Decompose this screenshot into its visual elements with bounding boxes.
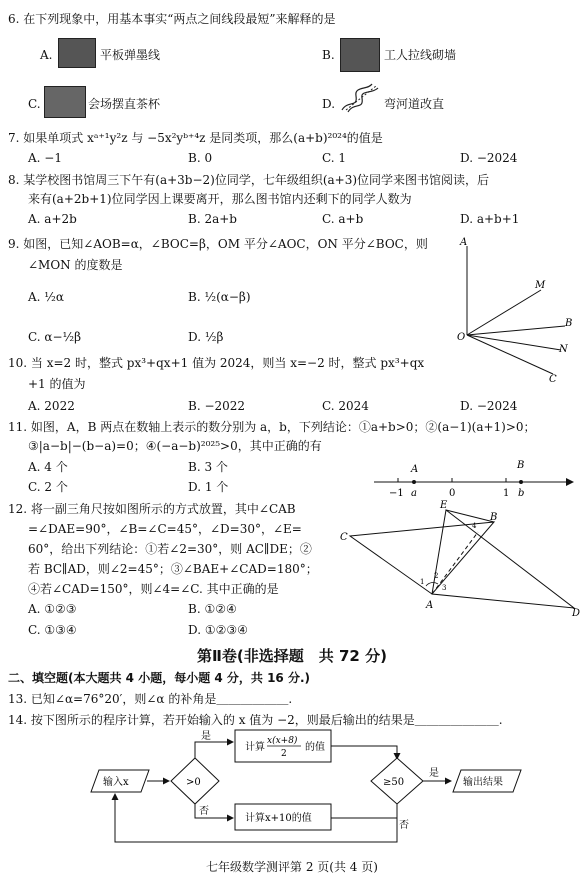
q9-line-2: ∠MON 的度数是 (28, 258, 123, 272)
q6-option-c-letter: C. (28, 97, 41, 111)
q9-label-o: O (457, 332, 466, 343)
q12-option-b: B. ①②④ (188, 602, 237, 616)
q9-label-m: M (535, 280, 546, 291)
q10-line-2: +1 的值为 (28, 377, 86, 391)
q9-line-1: 9. 如图，已知∠AOB=α，∠BOC=β，OM 平分∠AOC，ON 平分∠BOC，则 (8, 237, 428, 251)
q11-option-c: C. 2 个 (28, 480, 68, 494)
q11-option-a: A. 4 个 (28, 460, 68, 474)
section-2-title: 第Ⅱ卷(非选择题 共 72 分) (197, 647, 387, 665)
q11-option-d: D. 1 个 (188, 480, 229, 494)
q6-option-d-image (338, 80, 382, 114)
flow-calc-2-label: 计算x+10的值 (245, 813, 312, 824)
q12-line-2: =∠DAE=90°，∠B=∠C=45°，∠D=30°，∠E= (28, 522, 302, 536)
flow-no-2-label: 否 (399, 820, 409, 831)
q12-label-d: D (572, 608, 580, 618)
flow-calc-1-pre: 计算 (245, 742, 265, 753)
q8-option-d: D. a+b+1 (460, 212, 520, 226)
q9-label-n: N (559, 344, 568, 355)
q11-number-line (370, 456, 575, 500)
q12-line-1: 12. 将一副三角尺按如图所示的方式放置，其中∠CAB (8, 502, 296, 516)
q11-tick-b: b (518, 488, 525, 499)
q6-option-d-text: 弯河道改直 (384, 97, 445, 111)
q10-option-b: B. −2022 (188, 399, 246, 413)
q6-option-b-text: 工人拉线砌墙 (384, 48, 457, 62)
q11-tick-a: a (411, 488, 417, 499)
q6-option-a-image (58, 38, 96, 68)
q11-point-b-label: B (517, 460, 525, 471)
q9-label-b: B (565, 318, 573, 329)
section-2-heading: 二、填空题(本大题共 4 小题，每小题 4 分，共 16 分.) (8, 671, 310, 685)
q14-text: 14. 按下图所示的程序计算，若开始输入的 x 值为 −2，则最后输出的结果是＿＿＿＿＿＿＿. (8, 713, 503, 727)
flow-calc-1-numerator: x(x+8) (267, 736, 298, 746)
q12-label-c: C (340, 532, 348, 543)
q6-option-b-image (340, 38, 380, 72)
q12-triangle-figure (340, 498, 580, 618)
q9-option-d: D. ½β (188, 330, 224, 344)
q7-option-a: A. −1 (28, 151, 62, 165)
q12-angle-1: 1 (420, 578, 425, 586)
q6-stem: 6. 在下列现象中，用基本事实“两点之间线段最短”来解释的是 (8, 12, 336, 26)
q13-text: 13. 已知∠α=76°20′，则∠α 的补角是＿＿＿＿＿＿. (8, 692, 293, 706)
q9-option-c: C. α−½β (28, 330, 82, 344)
q11-point-a-label: A (411, 464, 419, 475)
q7-stem: 7. 如果单项式 xᵃ⁺¹y²z 与 −5x²yᵇ⁺⁴z 是同类项，那么(a+b)²⁰²⁴的值是 (8, 131, 383, 145)
flow-calc-1-denominator: 2 (281, 749, 287, 759)
q9-option-a: A. ½α (28, 290, 65, 304)
q9-angle-figure (455, 232, 580, 387)
q8-option-b: B. 2a+b (188, 212, 237, 226)
q6-option-c-text: 会场摆直茶杯 (88, 97, 161, 111)
q12-option-d: D. ①②③④ (188, 623, 248, 637)
flow-no-label: 否 (199, 806, 209, 817)
flow-yes-label: 是 (201, 731, 211, 742)
q12-label-e: E (440, 500, 448, 511)
q6-option-d-letter: D. (322, 97, 336, 111)
q9-label-a: A (460, 237, 468, 248)
q12-label-a: A (426, 600, 434, 611)
q11-option-b: B. 3 个 (188, 460, 228, 474)
q7-option-b: B. 0 (188, 151, 213, 165)
q11-line-2: ③|a−b|−(b−a)=0；④(−a−b)²⁰²⁵>0，其中正确的有 (28, 439, 322, 453)
q7-option-d: D. −2024 (460, 151, 518, 165)
flow-input-label: 输入x (103, 777, 129, 788)
q6-option-c-image (44, 86, 86, 118)
q10-option-c: C. 2024 (322, 399, 369, 413)
q12-option-c: C. ①③④ (28, 623, 77, 637)
page-footer: 七年级数学测评第 2 页(共 4 页) (206, 860, 378, 874)
q10-option-a: A. 2022 (28, 399, 75, 413)
flow-calc-1-post: 的值 (305, 742, 325, 753)
q14-flowchart (85, 728, 545, 853)
q8-line-1: 8. 某学校图书馆周三下午有(a+3b−2)位同学，七年级组织(a+3)位同学来图书馆阅读，后 (8, 173, 490, 187)
q11-tick-minus-one: −1 (389, 488, 404, 499)
q11-tick-one: 1 (503, 488, 510, 499)
q12-angle-2: 2 (434, 572, 439, 580)
q11-tick-zero: 0 (449, 488, 456, 499)
flow-condition-1-label: >0 (186, 777, 201, 788)
q6-option-a-letter: A. (40, 48, 53, 62)
q8-line-2: 来有(a+2b+1)位同学因上课要离开，那么图书馆内还剩下的同学人数为 (28, 192, 412, 206)
q6-option-a-text: 平板弹墨线 (100, 48, 161, 62)
q12-option-a: A. ①②③ (28, 602, 77, 616)
q12-line-5: ④若∠CAD=150°，则∠4=∠C. 其中正确的是 (28, 582, 279, 596)
q11-line-1: 11. 如图，A，B 两点在数轴上表示的数分别为 a，b，下列结论：①a+b>0；②(a−1)(a+1)>0； (8, 420, 536, 434)
q8-option-c: C. a+b (322, 212, 364, 226)
q7-option-c: C. 1 (322, 151, 347, 165)
q12-line-3: 60°，给出下列结论：①若∠2=30°，则 AC∥DE；② (28, 542, 312, 556)
q9-option-b: B. ½(α−β) (188, 290, 251, 304)
flow-yes-2-label: 是 (429, 768, 439, 779)
q6-option-b-letter: B. (322, 48, 335, 62)
q12-angle-4: 4 (472, 522, 477, 530)
flow-output-label: 输出结果 (463, 777, 503, 788)
q10-option-d: D. −2024 (460, 399, 518, 413)
flow-condition-2-label: ≥50 (383, 777, 405, 788)
q9-label-c: C (549, 374, 557, 385)
q12-angle-3: 3 (442, 584, 447, 592)
q12-label-b: B (490, 512, 498, 523)
q12-line-4: 若 BC∥AD，则∠2=45°；③∠BAE+∠CAD=180°； (28, 562, 318, 576)
q10-line-1: 10. 当 x=2 时，整式 px³+qx+1 值为 2024，则当 x=−2 时，整式 px³+qx (8, 356, 425, 370)
q8-option-a: A. a+2b (28, 212, 77, 226)
